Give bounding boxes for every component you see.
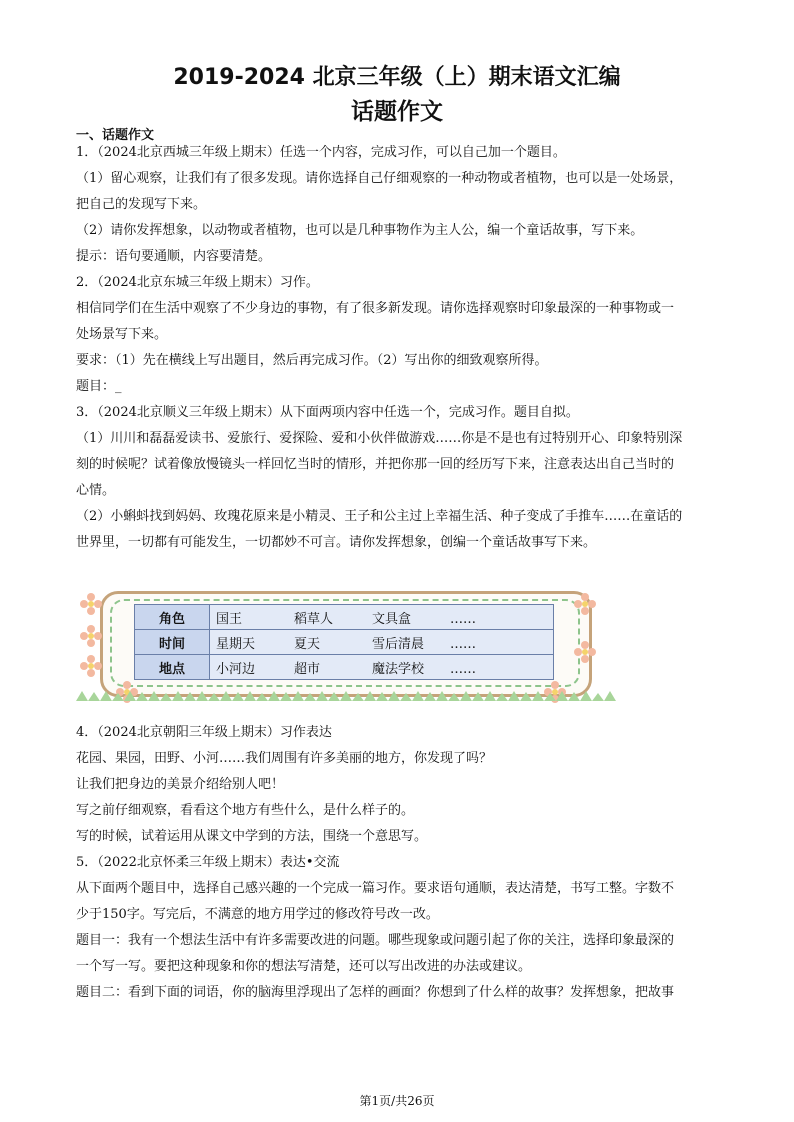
page-number: 第1页/共26页 (359, 1094, 435, 1108)
text-line: 写的时候，试着运用从课文中学到的方法，围绕一个意思写。 (76, 829, 428, 844)
text-line: 心情。 (76, 483, 116, 498)
table-word: 文具盒 (372, 611, 412, 627)
document-subtitle: 话题作文 (351, 99, 443, 125)
table-cell (210, 605, 554, 630)
text-line: 从下面两个题目中，选择自己感兴趣的一个完成一篇习作。要求语句通顺，表达清楚，书写工整。字数不 (76, 881, 675, 896)
flower-icon (80, 593, 102, 615)
text-line: 一个写一写。要把这种现象和你的想法写清楚，还可以写出改进的办法或建议。 (76, 959, 532, 974)
text-line: 2．（2024北京东城三年级上期末）习作。 (76, 275, 319, 290)
text-line: （2）请你发挥想象，以动物或者植物，也可以是几种事物作为主人公，编一个童话故事，写下来。 (76, 223, 644, 238)
table-word: …… (450, 611, 476, 627)
text-line: 提示：语句要通顺，内容要清楚。 (76, 249, 272, 264)
table-word: …… (450, 661, 476, 677)
text-line: 要求：（1）先在横线上写出题目，然后再完成习作。（2）写出你的细致观察所得。 (76, 353, 548, 368)
table-row (135, 605, 554, 630)
table-word: 稻草人 (294, 611, 334, 627)
text-line: 4．（2024北京朝阳三年级上期末）习作表达 (76, 725, 332, 740)
table-row (135, 655, 554, 680)
grass-border-icon (76, 689, 616, 701)
word-table (134, 604, 554, 680)
table-word: 小河边 (216, 661, 256, 677)
table-word: 星期天 (216, 636, 256, 652)
text-line: 3．（2024北京顺义三年级上期末）从下面两项内容中任选一个，完成习作。题目自拟。 (76, 405, 579, 420)
section-heading: 一、话题作文 (76, 128, 155, 143)
text-line: 5．（2022北京怀柔三年级上期末）表达•交流 (76, 855, 340, 870)
table-row-header: 角色 (135, 605, 210, 630)
text-line: 把自己的发现写下来。 (76, 197, 207, 212)
table-row-header: 时间 (135, 630, 210, 655)
text-line: （2）小蝌蚪找到妈妈、玫瑰花原来是小精灵、王子和公主过上幸福生活、种子变成了手推车……在童话的 (76, 509, 683, 524)
text-line: 刻的时候呢？试着像放慢镜头一样回忆当时的情形，并把你那一回的经历写下来，注意表达出自己当时的 (76, 457, 675, 472)
text-line: 世界里，一切都有可能发生，一切都妙不可言。请你发挥想象，创编一个童话故事写下来。 (76, 535, 597, 550)
flower-icon (574, 593, 596, 615)
text-line: （1）留心观察，让我们有了很多发现。请你选择自己仔细观察的一种动物或者植物，也可以是一处场景， (76, 171, 683, 186)
table-word: 夏天 (294, 636, 321, 652)
table-word: 超市 (294, 661, 321, 677)
table-word: 国王 (216, 611, 243, 627)
text-line: 相信同学们在生活中观察了不少身边的事物，有了很多新发现。请你选择观察时印象最深的一种事物或一 (76, 301, 675, 316)
text-line: 题目一：我有一个想法生活中有许多需要改进的问题。哪些现象或问题引起了你的关注，选择印象最深的 (76, 933, 675, 948)
table-row-header: 地点 (135, 655, 210, 680)
word-table-figure (76, 585, 616, 703)
table-cell (210, 655, 554, 680)
text-line: 处场景写下来。 (76, 327, 168, 342)
table-row (135, 630, 554, 655)
text-line: 题目二：看到下面的词语，你的脑海里浮现出了怎样的画面？你想到了什么样的故事？发挥想象，把故事 (76, 985, 675, 1000)
flower-icon (80, 655, 102, 677)
table-word: 魔法学校 (372, 661, 425, 677)
text-line: 写之前仔细观察，看看这个地方有些什么，是什么样子的。 (76, 803, 415, 818)
text-line: 1．（2024北京西城三年级上期末）任选一个内容，完成习作，可以自己加一个题目。 (76, 145, 566, 160)
text-line: 题目：_ (76, 379, 122, 394)
flower-icon (574, 641, 596, 663)
table-word: …… (450, 636, 476, 652)
text-line: 少于150字。写完后，不满意的地方用学过的修改符号改一改。 (76, 907, 439, 922)
document-title: 2019-2024 北京三年级（上）期末语文汇编 (173, 65, 621, 90)
text-line: （1）川川和磊磊爱读书、爱旅行、爱探险、爱和小伙伴做游戏……你是不是也有过特别开心、印象特别深 (76, 431, 683, 446)
text-line: 花园、果园，田野、小河……我们周围有许多美丽的地方，你发现了吗？ (76, 751, 493, 766)
flower-icon (80, 625, 102, 647)
text-line: 让我们把身边的美景介绍给别人吧！ (76, 777, 285, 792)
table-word: 雪后清晨 (372, 636, 425, 652)
table-cell (210, 630, 554, 655)
